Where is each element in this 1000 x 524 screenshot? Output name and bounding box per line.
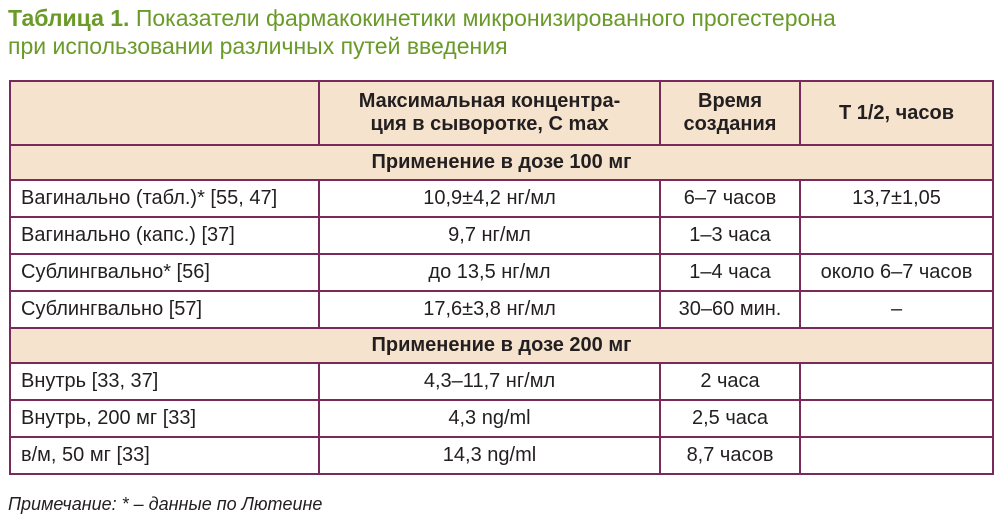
t12-cell <box>800 217 993 254</box>
time-cell: 6–7 часов <box>660 180 800 217</box>
table-row <box>10 180 993 217</box>
t12-cell: – <box>800 291 993 328</box>
route-cell: Внутрь, 200 мг [33] <box>10 400 319 437</box>
table-row <box>10 437 993 474</box>
t12-cell <box>800 400 993 437</box>
header-time <box>660 81 800 145</box>
route-cell: Вагинально (табл.)* [55, 47] <box>10 180 319 217</box>
table-row <box>10 291 993 328</box>
cmax-cell: 4,3 ng/ml <box>319 400 660 437</box>
section-row <box>10 328 993 363</box>
route-cell: Внутрь [33, 37] <box>10 363 319 400</box>
time-cell: 1–4 часа <box>660 254 800 291</box>
t12-cell <box>800 363 993 400</box>
header-cmax-line-1: Максимальная концентра- <box>358 90 621 112</box>
cmax-cell: 17,6±3,8 нг/мл <box>319 291 660 328</box>
route-cell: Сублингвально [57] <box>10 291 319 328</box>
header-t12: Т 1/2, часов <box>800 81 993 145</box>
section-label: Применение в дозе 200 мг <box>10 328 993 363</box>
cmax-cell: 9,7 нг/мл <box>319 217 660 254</box>
time-cell: 2 часа <box>660 363 800 400</box>
title-line-2: при использовании различных путей введения <box>8 33 508 59</box>
cmax-cell: до 13,5 нг/мл <box>319 254 660 291</box>
route-cell: в/м, 50 мг [33] <box>10 437 319 474</box>
table-number: Таблица 1. <box>8 5 130 31</box>
header-cmax <box>319 81 660 145</box>
table-row <box>10 254 993 291</box>
time-cell: 30–60 мин. <box>660 291 800 328</box>
title-line-1: Показатели фармакокинетики микронизированного прогестерона <box>135 5 836 31</box>
cmax-cell: 4,3–11,7 нг/мл <box>319 363 660 400</box>
t12-cell: около 6–7 часов <box>800 254 993 291</box>
route-cell: Сублингвально* [56] <box>10 254 319 291</box>
route-cell: Вагинально (капс.) [37] <box>10 217 319 254</box>
header-row <box>10 81 993 145</box>
cmax-cell: 14,3 ng/ml <box>319 437 660 474</box>
header-time-line-1: Время <box>698 90 762 112</box>
time-cell: 1–3 часа <box>660 217 800 254</box>
pharmacokinetics-table <box>9 80 994 475</box>
time-cell: 8,7 часов <box>660 437 800 474</box>
table-row <box>10 217 993 254</box>
time-cell: 2,5 часа <box>660 400 800 437</box>
table-title <box>8 4 998 60</box>
section-label: Применение в дозе 100 мг <box>10 145 993 180</box>
table-row <box>10 363 993 400</box>
header-route <box>10 81 319 145</box>
table-row <box>10 400 993 437</box>
t12-cell <box>800 437 993 474</box>
table-footnote: Примечание: * – данные по Лютеине <box>8 494 323 514</box>
t12-cell: 13,7±1,05 <box>800 180 993 217</box>
cmax-cell: 10,9±4,2 нг/мл <box>319 180 660 217</box>
header-time-line-2: создания <box>683 113 777 135</box>
header-cmax-line-2: ция в сыворотке, С max <box>370 113 609 135</box>
section-row <box>10 145 993 180</box>
